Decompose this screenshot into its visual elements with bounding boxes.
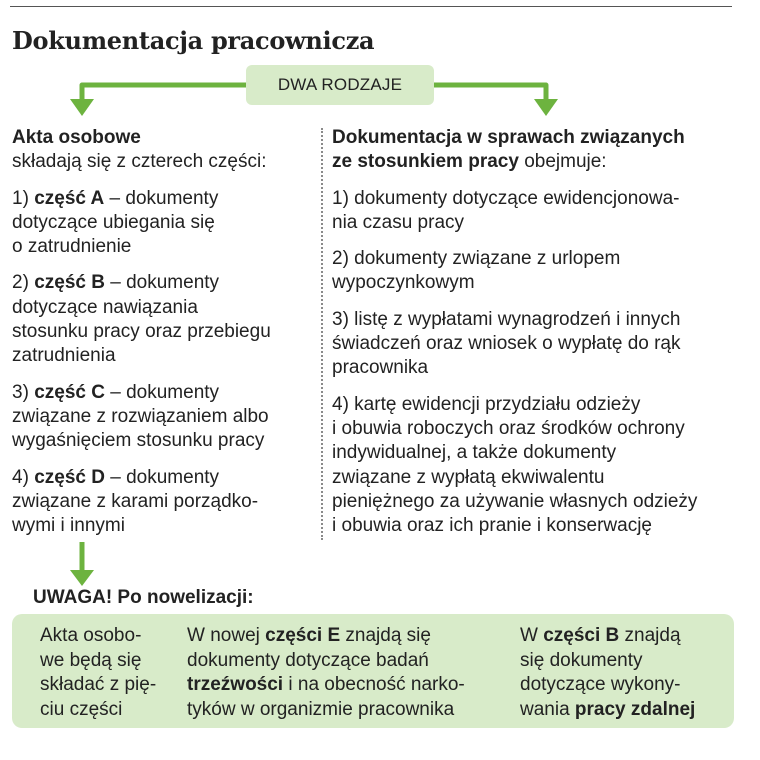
list-item-vacation: 2) dokumenty związane z urlopem wypoczynkowym: [332, 248, 621, 294]
page-title: Dokumentacja pracownicza: [12, 26, 375, 55]
amendment-note-part-b: W części B znajdą się dokumenty dotyczące wykony- wania pracy zdalnej: [520, 625, 696, 720]
personal-files-column: [12, 126, 312, 550]
arrow-down-head-icon: [70, 570, 94, 586]
arrow-right-head-icon: [534, 99, 558, 116]
list-item-part-a: 1) część A – dokumenty dotyczące ubiegania się o zatrudnienie: [12, 187, 219, 258]
amendment-heading: UWAGA! Po nowelizacji:: [33, 587, 254, 608]
column-divider: [321, 128, 323, 540]
list-item-payroll: 3) listę z wypłatami wynagrodzeń i innych świadczeń oraz wniosek o wypłatę do rąk pracownika: [332, 308, 681, 379]
personal-files-header: [12, 126, 312, 175]
arrow-right-connector: [434, 85, 546, 100]
arrow-left-head-icon: [70, 99, 94, 116]
employment-docs-header: Dokumentacja w sprawach związanych ze stosunkiem pracy obejmuje:: [332, 127, 685, 173]
arrow-left-connector: [82, 85, 246, 100]
amendment-note-five-parts: Akta osobo- we będą się składać z pię- ciu części: [40, 625, 157, 720]
list-item-work-time: 1) dokumenty dotyczące ewidencjonowa- nia czasu pracy: [332, 187, 680, 233]
list-item-part-b: 2) część B – dokumenty dotyczące nawiązania stosunku pracy oraz przebiegu zatrudnienia: [12, 272, 271, 367]
two-types-pill: DWA RODZAJE: [246, 65, 434, 105]
employment-docs-column: [332, 126, 742, 550]
list-item-clothing: 4) kartę ewidencji przydziału odzieży i obuwia roboczych oraz środków ochrony indywidualnej, a także dokumenty związane z wypłatą ekwiwalentu pieniężnego za używanie własnych odzieży i obuwia oraz ich pranie i konserwację: [332, 393, 698, 537]
amendment-note-part-e: W nowej części E znajdą się dokumenty dotyczące badań trzeźwości i na obecność narko- tyków w organizmie pracownika: [187, 625, 465, 720]
list-item-part-d: 4) część D – dokumenty związane z karami porządko- wymi i innymi: [12, 466, 259, 537]
list-item-part-c: 3) część C – dokumenty związane z rozwiązaniem albo wygaśnięciem stosunku pracy: [12, 381, 269, 452]
personal-files-intro: składają się z czterech części:: [12, 151, 267, 173]
personal-files-heading: Akta osobowe: [12, 127, 141, 148]
